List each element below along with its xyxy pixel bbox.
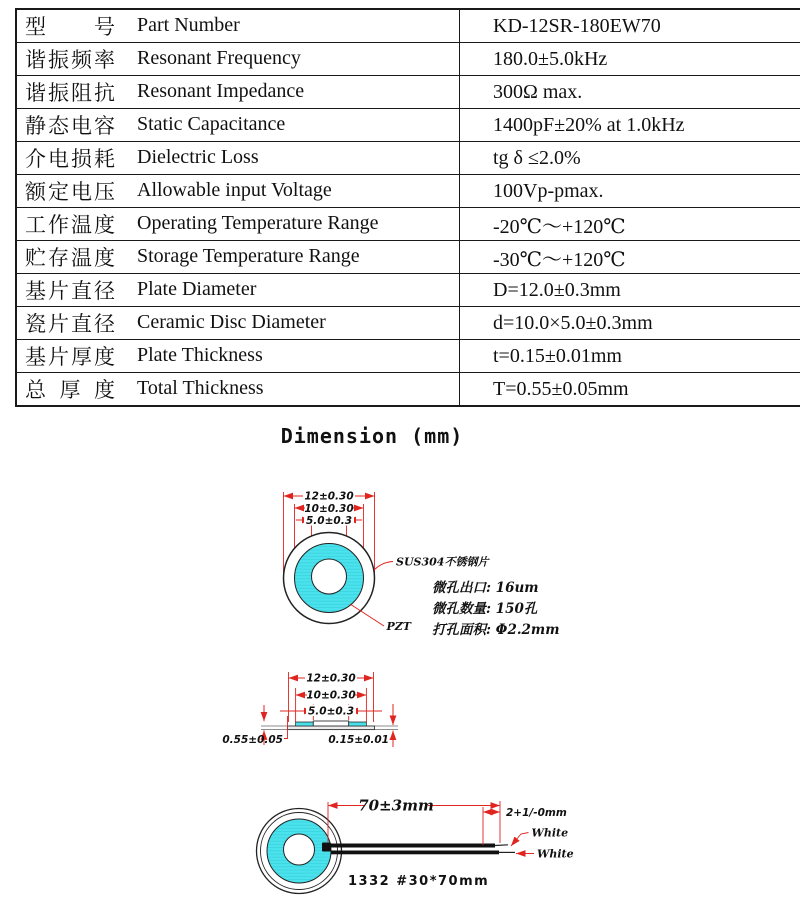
side-view-dim-outer: 12±0.30	[306, 672, 356, 685]
disc-center-hole	[284, 834, 315, 865]
row-label-en: Resonant Frequency	[137, 47, 301, 70]
table-row	[16, 175, 800, 208]
note-hole-outlet: 微孔出口: 16um	[432, 580, 539, 596]
wire-length-label: 70±3mm	[358, 796, 434, 815]
row-label-cn: 介电损耗	[25, 146, 115, 171]
row-label-en: Plate Thickness	[137, 344, 263, 367]
table-row	[16, 142, 800, 175]
row-value: 300Ω max.	[493, 80, 583, 103]
row-value: D=12.0±0.3mm	[493, 278, 621, 301]
row-label-cn: 基片厚度	[25, 344, 115, 369]
wire-view-diagram	[257, 797, 574, 894]
pzt-label: PZT	[386, 620, 411, 633]
total-thickness-label: 0.55±0.05	[222, 734, 283, 746]
wire-top	[326, 844, 495, 848]
pzt-side-right	[349, 722, 367, 726]
row-value: -20℃～+120℃	[493, 215, 626, 238]
row-label-en: Allowable input Voltage	[137, 179, 332, 202]
top-view-dim-inner: 5.0±0.3	[306, 515, 352, 527]
row-label-cn: 谐振阻抗	[25, 80, 115, 105]
wire-color-label-top: White	[531, 826, 569, 840]
row-label-cn: 贮存温度	[25, 245, 115, 270]
row-label-en: Part Number	[137, 14, 240, 37]
row-value: T=0.55±0.05mm	[493, 377, 629, 400]
top-view-dim-outer: 12±0.30	[304, 490, 354, 503]
row-value: t=0.15±0.01mm	[493, 344, 622, 367]
row-value: tg δ ≤2.0%	[493, 146, 581, 169]
row-label-cn: 基片直径	[25, 278, 115, 303]
table-row	[16, 9, 800, 43]
note-hole-count: 微孔数量: 150孔	[432, 601, 538, 617]
wire-top-bare-tip	[495, 845, 508, 846]
spec-table	[15, 8, 800, 407]
row-value: 100Vp-pmax.	[493, 179, 604, 202]
table-row	[16, 373, 800, 407]
table-row	[16, 307, 800, 340]
pzt-side-left	[296, 722, 314, 726]
plate-thickness-label: 0.15±0.01	[328, 734, 389, 746]
row-label-cn: 工作温度	[25, 212, 115, 237]
row-label-cn: 型号	[25, 14, 115, 39]
row-label-en: Ceramic Disc Diameter	[137, 311, 326, 334]
top-view-dim-middle: 10±0.30	[304, 503, 354, 515]
wire-spec-label: 1332 #30*70mm	[348, 874, 490, 889]
row-label-cn: 总厚度	[25, 377, 115, 402]
table-row	[16, 241, 800, 274]
row-value: KD-12SR-180EW70	[493, 14, 661, 37]
wire-tip-length-label: 2+1/-0mm	[506, 807, 567, 819]
dimension-diagrams	[0, 480, 800, 923]
row-label-cn: 额定电压	[25, 179, 115, 204]
row-label-cn: 静态电容	[25, 113, 115, 138]
outer-material-label: SUS304不锈钢片	[396, 555, 489, 569]
note-hole-area: 打孔面积: Φ2.2mm	[432, 622, 560, 638]
wire-bottom	[331, 851, 499, 855]
table-row	[16, 340, 800, 373]
table-row	[16, 274, 800, 307]
row-label-en: Static Capacitance	[137, 113, 286, 136]
table-row	[16, 76, 800, 109]
row-label-en: Total Thickness	[137, 377, 264, 400]
row-label-en: Storage Temperature Range	[137, 245, 360, 268]
top-view-diagram	[284, 490, 560, 639]
row-label-en: Plate Diameter	[137, 278, 257, 301]
side-view-dim-middle: 10±0.30	[306, 689, 356, 702]
plate-side-profile	[288, 726, 375, 730]
row-value: -30℃～+120℃	[493, 248, 626, 271]
row-label-cn: 瓷片直径	[25, 311, 115, 336]
table-row	[16, 109, 800, 142]
row-value: 1400pF±20% at 1.0kHz	[493, 113, 685, 136]
table-row	[16, 208, 800, 241]
row-label-cn: 谐振频率	[25, 47, 115, 72]
center-hole	[312, 559, 347, 594]
side-view-dim-inner: 5.0±0.3	[308, 705, 354, 718]
row-label-en: Resonant Impedance	[137, 80, 305, 103]
table-row	[16, 43, 800, 76]
electrode-side-center	[313, 721, 348, 726]
row-label-en: Operating Temperature Range	[137, 212, 379, 235]
row-label-en: Dielectric Loss	[137, 146, 259, 169]
row-value: 180.0±5.0kHz	[493, 47, 608, 70]
row-value: d=10.0×5.0±0.3mm	[493, 311, 653, 334]
wire-color-label-bottom: White	[537, 847, 574, 861]
dimension-section-title: Dimension (mm)	[280, 424, 464, 448]
side-view-diagram	[222, 672, 398, 748]
